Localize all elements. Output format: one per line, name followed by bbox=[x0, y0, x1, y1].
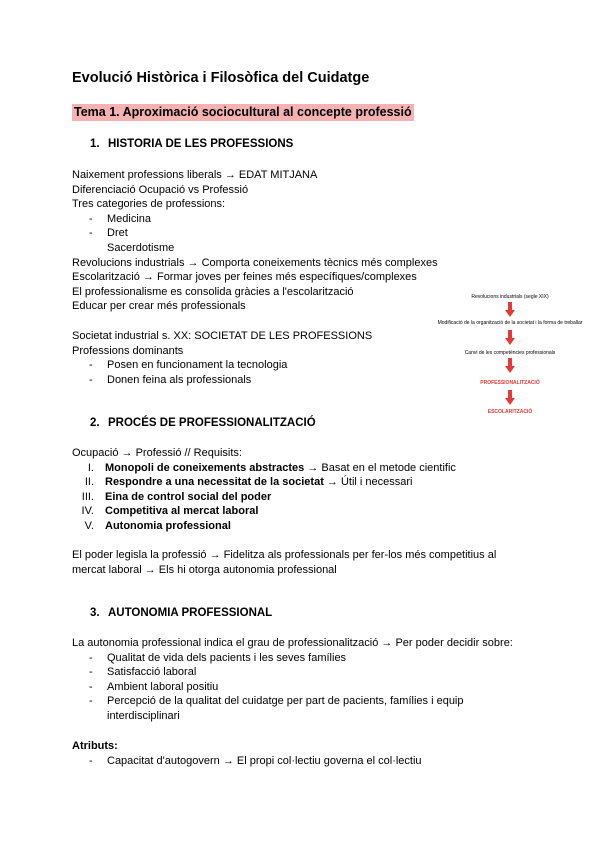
text-line: El professionalisme es consolida gràcies a l'escolarització bbox=[72, 285, 354, 298]
list-item: I. Monopoli de coneixements abstractes → Basat en el metode cientific bbox=[87, 461, 456, 474]
text-line: Naixement professions liberals → EDAT MITJANA bbox=[72, 169, 318, 181]
diagram-step-5: ESCOLARITZACIÓ bbox=[487, 409, 533, 415]
text-line: Tres categories de professions: bbox=[72, 198, 226, 211]
list-item: III. Eina de control social del poder bbox=[81, 490, 272, 503]
list-item-continuation: interdisciplinari bbox=[107, 709, 180, 722]
document-title: Evolució Històrica i Filosòfica del Cuidatge bbox=[72, 70, 370, 86]
section-3-text-block bbox=[72, 636, 513, 724]
section-3-heading bbox=[90, 607, 272, 619]
list-item: - Qualitat de vida dels pacients i les seves famílies bbox=[89, 651, 347, 664]
list-item: II. Respondre a una necessitat de la societat → Útil i necessari bbox=[84, 476, 413, 489]
section-1-society-block bbox=[72, 329, 372, 387]
text-line: Ocupació → Professió // Requisits: bbox=[72, 447, 242, 459]
section-2-heading bbox=[90, 417, 316, 429]
text-line: mercat laboral → Els hi otorga autonomia professional bbox=[72, 563, 337, 576]
diagram-step-1: Revolucions industrials (segle XIX) bbox=[471, 294, 549, 300]
list-item: Sacerdotisme bbox=[107, 241, 175, 254]
diagram-step-3: Canvi de les competències professionals bbox=[464, 350, 556, 356]
section-2-title: PROCÉS DE PROFESSIONALITZACIÓ bbox=[108, 417, 316, 429]
section-1-number: 1. bbox=[90, 138, 100, 150]
list-item: - Capacitat d'autogovern → El propi col·lectiu governa el col·lectiu bbox=[89, 754, 422, 767]
section-3-title: AUTONOMIA PROFESSIONAL bbox=[108, 607, 273, 619]
list-item: - Satisfacció laboral bbox=[89, 666, 197, 679]
down-arrow-icon bbox=[505, 302, 515, 317]
list-item: - Ambient laboral positiu bbox=[89, 680, 219, 693]
text-line: Revolucions industrials → Comporta coneixements tècnics més complexes bbox=[72, 256, 438, 269]
section-2-paragraph bbox=[72, 548, 496, 577]
down-arrow-icon bbox=[505, 330, 515, 345]
list-item: - Posen en funcionament la tecnologia bbox=[89, 359, 288, 372]
text-line: Professions dominants bbox=[72, 344, 184, 357]
section-1-title: HISTORIA DE LES PROFESSIONS bbox=[108, 138, 294, 150]
section-2-requirements bbox=[72, 446, 456, 534]
topic-heading: Tema 1. Aproximació sociocultural al concepte professió bbox=[74, 105, 412, 119]
diagram-step-2: Modificació de la organització de la societat i la forma de treballar bbox=[437, 320, 583, 326]
list-item: IV. Competitiva al mercat laboral bbox=[81, 505, 259, 518]
diagram-step-4: PROFESSIONALITZACIÓ bbox=[480, 380, 540, 386]
flow-diagram bbox=[436, 294, 584, 422]
text-line: Educar per crear més professionals bbox=[72, 300, 246, 313]
attributes-block bbox=[72, 739, 422, 768]
attributes-heading: Atributs: bbox=[72, 740, 118, 752]
text-line: El poder legisla la professió → Fidelitza als professionals per fer-los més competitius al bbox=[72, 549, 497, 561]
down-arrow-icon bbox=[505, 358, 515, 373]
list-item: - Dret bbox=[89, 227, 128, 240]
list-item: - Donen feina als professionals bbox=[89, 373, 252, 386]
text-line: Escolarització → Formar joves per feines més específiques/complexes bbox=[72, 271, 417, 284]
list-item: - Medicina bbox=[89, 212, 152, 225]
down-arrow-icon bbox=[505, 390, 515, 405]
section-2-number: 2. bbox=[90, 417, 100, 429]
list-item: - Percepció de la qualitat del cuidatge per part de pacients, famílies i equip bbox=[89, 695, 464, 708]
section-3-number: 3. bbox=[90, 607, 100, 619]
text-line: Societat industrial s. XX: SOCIETAT DE LES PROFESSIONS bbox=[72, 330, 373, 342]
text-line: La autonomia professional indica el grau de professionalització → Per poder decidir sobre: bbox=[72, 637, 513, 649]
list-item: V. Autonomia professional bbox=[84, 519, 231, 532]
section-1-heading bbox=[90, 138, 293, 150]
text-line: Diferenciació Ocupació vs Professió bbox=[72, 183, 249, 196]
section-1-text-block bbox=[72, 168, 438, 314]
